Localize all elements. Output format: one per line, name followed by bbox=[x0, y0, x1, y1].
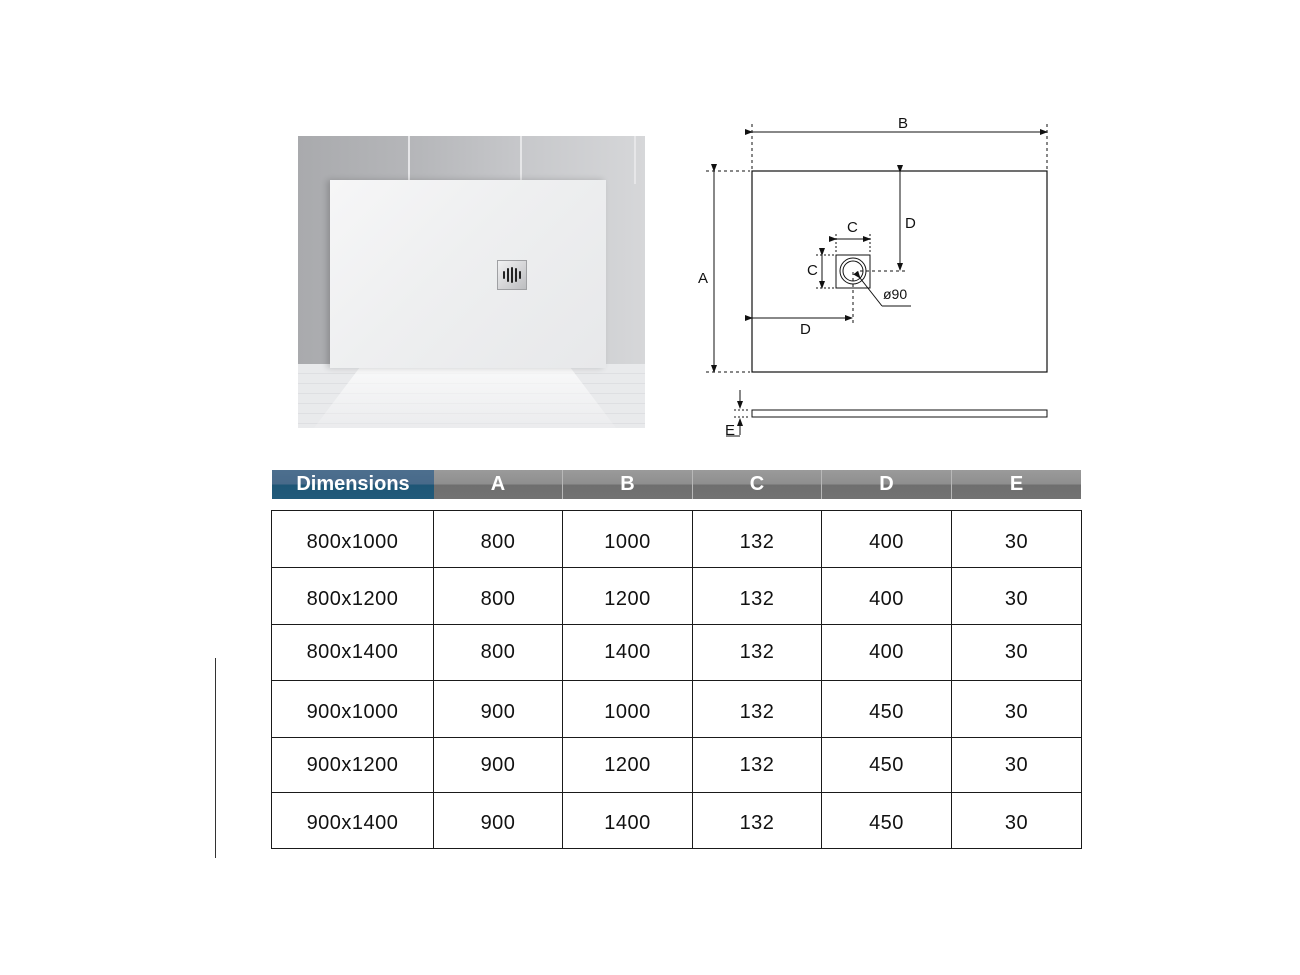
tile-seam bbox=[408, 136, 410, 184]
table-row bbox=[272, 681, 1082, 738]
divider-line bbox=[215, 658, 216, 858]
tray-reflection bbox=[314, 368, 616, 428]
label-diameter: ø90 bbox=[883, 286, 908, 302]
cell-dimensions: 900x1000 bbox=[272, 681, 434, 738]
cell-dimensions: 800x1200 bbox=[272, 568, 434, 625]
header-c: C bbox=[693, 470, 822, 499]
dimension-drawing bbox=[690, 110, 1070, 450]
cell-c: 132 bbox=[693, 511, 822, 568]
header-a: A bbox=[434, 470, 563, 499]
header-e: E bbox=[952, 470, 1081, 499]
cell-e: 30 bbox=[952, 511, 1082, 568]
cell-dimensions: 800x1400 bbox=[272, 625, 434, 681]
cell-a: 900 bbox=[434, 793, 563, 849]
cell-b: 1000 bbox=[563, 511, 693, 568]
cell-e: 30 bbox=[952, 568, 1082, 625]
cell-a: 900 bbox=[434, 681, 563, 738]
tile-seam bbox=[634, 136, 636, 184]
cell-e: 30 bbox=[952, 738, 1082, 793]
cell-d: 450 bbox=[822, 738, 952, 793]
shower-tray bbox=[330, 180, 606, 368]
table-row bbox=[272, 511, 1082, 568]
cell-a: 800 bbox=[434, 511, 563, 568]
technical-diagram bbox=[690, 110, 1070, 450]
drain-icon bbox=[497, 260, 527, 290]
cell-e: 30 bbox=[952, 681, 1082, 738]
tile-seam bbox=[520, 136, 522, 184]
cell-dimensions: 800x1000 bbox=[272, 511, 434, 568]
label-b: B bbox=[898, 115, 909, 132]
label-d-horizontal: D bbox=[800, 321, 811, 338]
cell-d: 400 bbox=[822, 568, 952, 625]
table-row bbox=[272, 625, 1082, 681]
cell-b: 1200 bbox=[563, 738, 693, 793]
cell-b: 1400 bbox=[563, 793, 693, 849]
table-row bbox=[272, 568, 1082, 625]
cell-d: 400 bbox=[822, 511, 952, 568]
header-d: D bbox=[822, 470, 952, 499]
cell-a: 800 bbox=[434, 568, 563, 625]
cell-dimensions: 900x1400 bbox=[272, 793, 434, 849]
dimensions-table bbox=[271, 510, 1082, 849]
label-c-horizontal: C bbox=[847, 219, 858, 236]
table-row bbox=[272, 793, 1082, 849]
label-d-vertical: D bbox=[905, 215, 916, 232]
product-photo bbox=[298, 136, 645, 428]
cell-c: 132 bbox=[693, 681, 822, 738]
cell-a: 800 bbox=[434, 625, 563, 681]
cell-dimensions: 900x1200 bbox=[272, 738, 434, 793]
table-header bbox=[272, 470, 1081, 499]
cell-d: 450 bbox=[822, 681, 952, 738]
label-a: A bbox=[698, 270, 709, 287]
cell-b: 1000 bbox=[563, 681, 693, 738]
cell-d: 400 bbox=[822, 625, 952, 681]
cell-b: 1200 bbox=[563, 568, 693, 625]
cell-c: 132 bbox=[693, 793, 822, 849]
cell-b: 1400 bbox=[563, 625, 693, 681]
header-b: B bbox=[563, 470, 693, 499]
cell-c: 132 bbox=[693, 738, 822, 793]
label-e: E bbox=[725, 422, 736, 439]
header-dimensions: Dimensions bbox=[272, 470, 434, 499]
label-c-vertical: C bbox=[807, 262, 818, 279]
cell-c: 132 bbox=[693, 568, 822, 625]
table-row bbox=[272, 738, 1082, 793]
cell-c: 132 bbox=[693, 625, 822, 681]
cell-e: 30 bbox=[952, 625, 1082, 681]
cell-a: 900 bbox=[434, 738, 563, 793]
cell-d: 450 bbox=[822, 793, 952, 849]
cell-e: 30 bbox=[952, 793, 1082, 849]
